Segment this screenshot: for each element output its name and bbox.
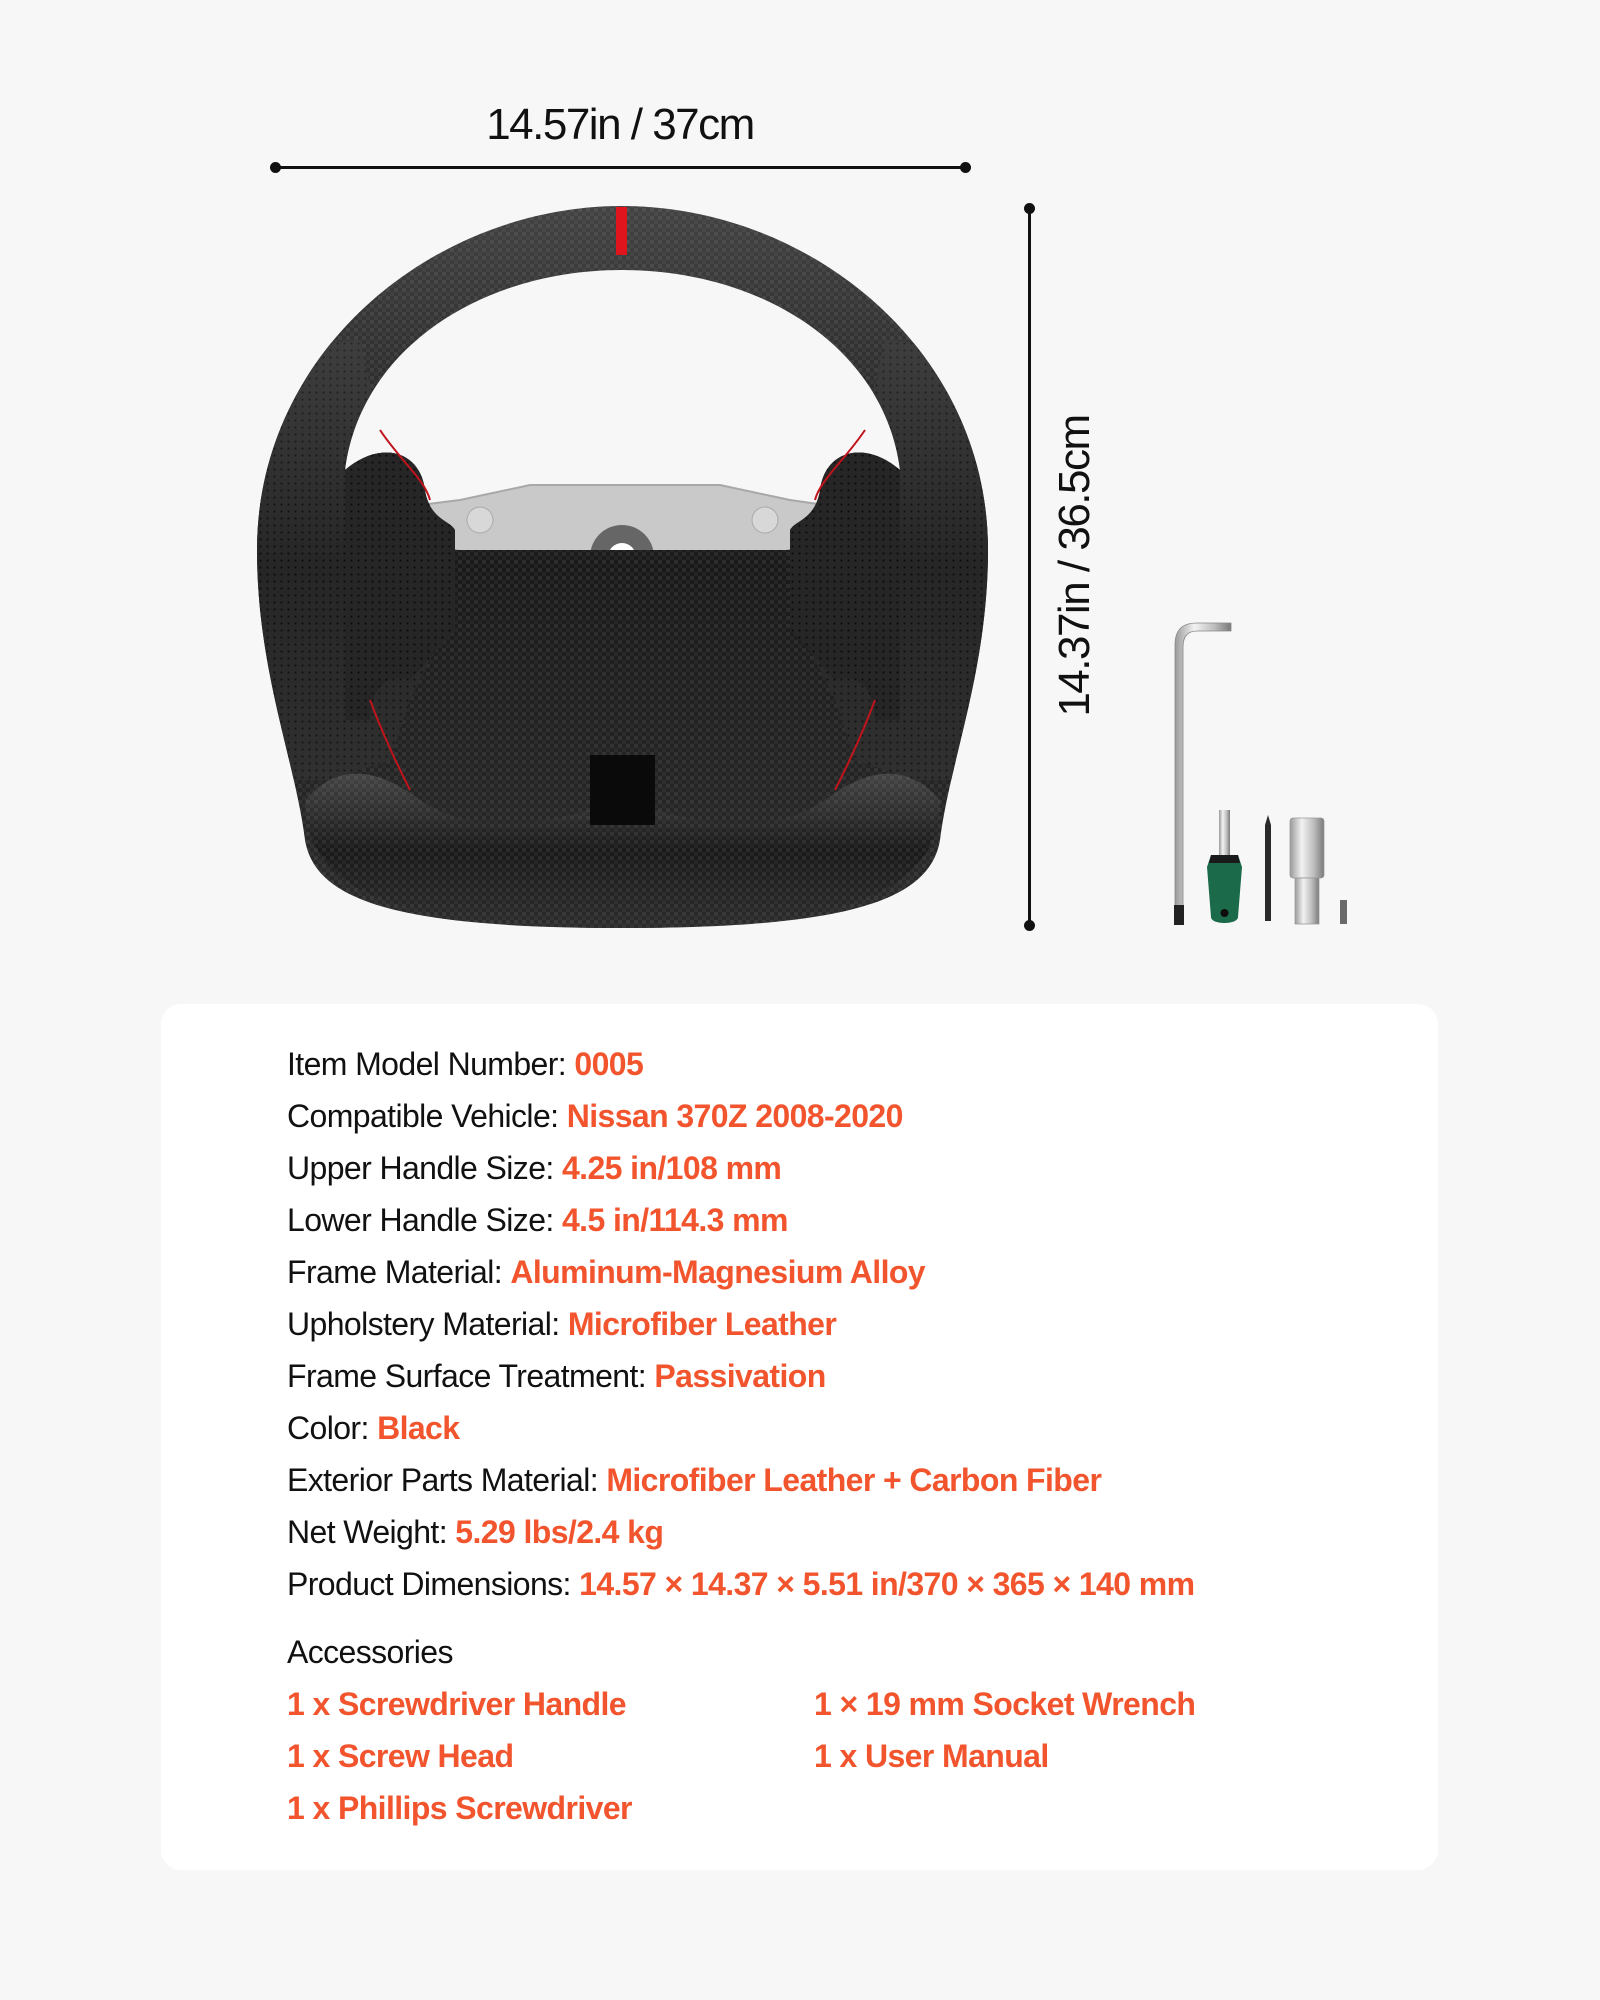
spec-label: Frame Surface Treatment:: [287, 1358, 655, 1394]
accessory-item: 1 x Screwdriver Handle: [287, 1686, 626, 1722]
spec-value: 14.57 × 14.37 × 5.51 in/370 × 365 × 140 mm: [579, 1566, 1195, 1602]
spec-value: 4.25 in/108 mm: [561, 1150, 782, 1186]
spec-value: Black: [377, 1410, 460, 1446]
accessory-item: 1 x Phillips Screwdriver: [287, 1790, 632, 1826]
spec-row-color: [287, 1402, 1194, 1454]
accessories-list: [287, 1678, 1287, 1834]
width-dimension-line: [276, 166, 965, 169]
spec-label: Frame Material:: [287, 1254, 511, 1290]
socket-wrench-19mm: [1290, 818, 1324, 924]
spec-value: Microfiber Leather + Carbon Fiber: [606, 1462, 1102, 1498]
spec-row-net-weight: [287, 1506, 1194, 1558]
spec-value: Aluminum-Magnesium Alloy: [510, 1254, 926, 1290]
spec-label: Item Model Number:: [287, 1046, 575, 1082]
spec-row-exterior-parts-material: [287, 1454, 1194, 1506]
included-tools-image: [1165, 615, 1365, 935]
accessory-item: 1 x User Manual: [814, 1738, 1049, 1774]
spec-row-frame-surface-treatment: [287, 1350, 1194, 1402]
screw-head-bit: [1340, 900, 1347, 924]
spec-value: 5.29 lbs/2.4 kg: [455, 1514, 664, 1550]
spec-row-product-dimensions: [287, 1558, 1194, 1610]
spec-row-lower-handle-size: [287, 1194, 1194, 1246]
spec-value: Microfiber Leather: [567, 1306, 837, 1342]
screwdriver-handle: [1207, 810, 1242, 923]
accessory-item: 1 x Screw Head: [287, 1738, 514, 1774]
steering-wheel-image: [250, 200, 995, 935]
width-line-start-dot: [270, 162, 281, 173]
width-line-end-dot: [960, 162, 971, 173]
specifications-card: [161, 1004, 1438, 1870]
spec-label: Product Dimensions:: [287, 1566, 580, 1602]
spec-label: Color:: [287, 1410, 378, 1446]
spec-value: Passivation: [654, 1358, 826, 1394]
spec-label: Upper Handle Size:: [287, 1150, 562, 1186]
spec-list: [287, 1038, 1194, 1610]
spec-label: Net Weight:: [287, 1514, 456, 1550]
spec-label: Compatible Vehicle:: [287, 1098, 567, 1134]
spec-value: 4.5 in/114.3 mm: [561, 1202, 788, 1238]
spec-row-upholstery-material: [287, 1298, 1194, 1350]
width-dimension-label: 14.57in / 37cm: [486, 100, 754, 149]
height-line-end-dot: [1024, 920, 1035, 931]
height-dimension-label: 14.37in / 36.5cm: [1050, 415, 1099, 717]
accessories-heading: Accessories: [287, 1634, 453, 1670]
spec-row-model-number: [287, 1038, 1194, 1090]
spec-row-frame-material: [287, 1246, 1194, 1298]
spec-label: Lower Handle Size:: [287, 1202, 562, 1238]
top-center-red-stripe: [616, 207, 627, 255]
phillips-screwdriver-bit: [1265, 815, 1271, 921]
spec-label: Exterior Parts Material:: [287, 1462, 607, 1498]
spec-row-compatible-vehicle: [287, 1090, 1194, 1142]
spec-value: 0005: [574, 1046, 644, 1082]
height-dimension-line: [1028, 208, 1031, 925]
spec-label: Upholstery Material:: [287, 1306, 568, 1342]
spec-value: Nissan 370Z 2008-2020: [566, 1098, 903, 1134]
height-line-start-dot: [1024, 203, 1035, 214]
spec-row-upper-handle-size: [287, 1142, 1194, 1194]
accessory-item: 1 × 19 mm Socket Wrench: [814, 1686, 1196, 1722]
